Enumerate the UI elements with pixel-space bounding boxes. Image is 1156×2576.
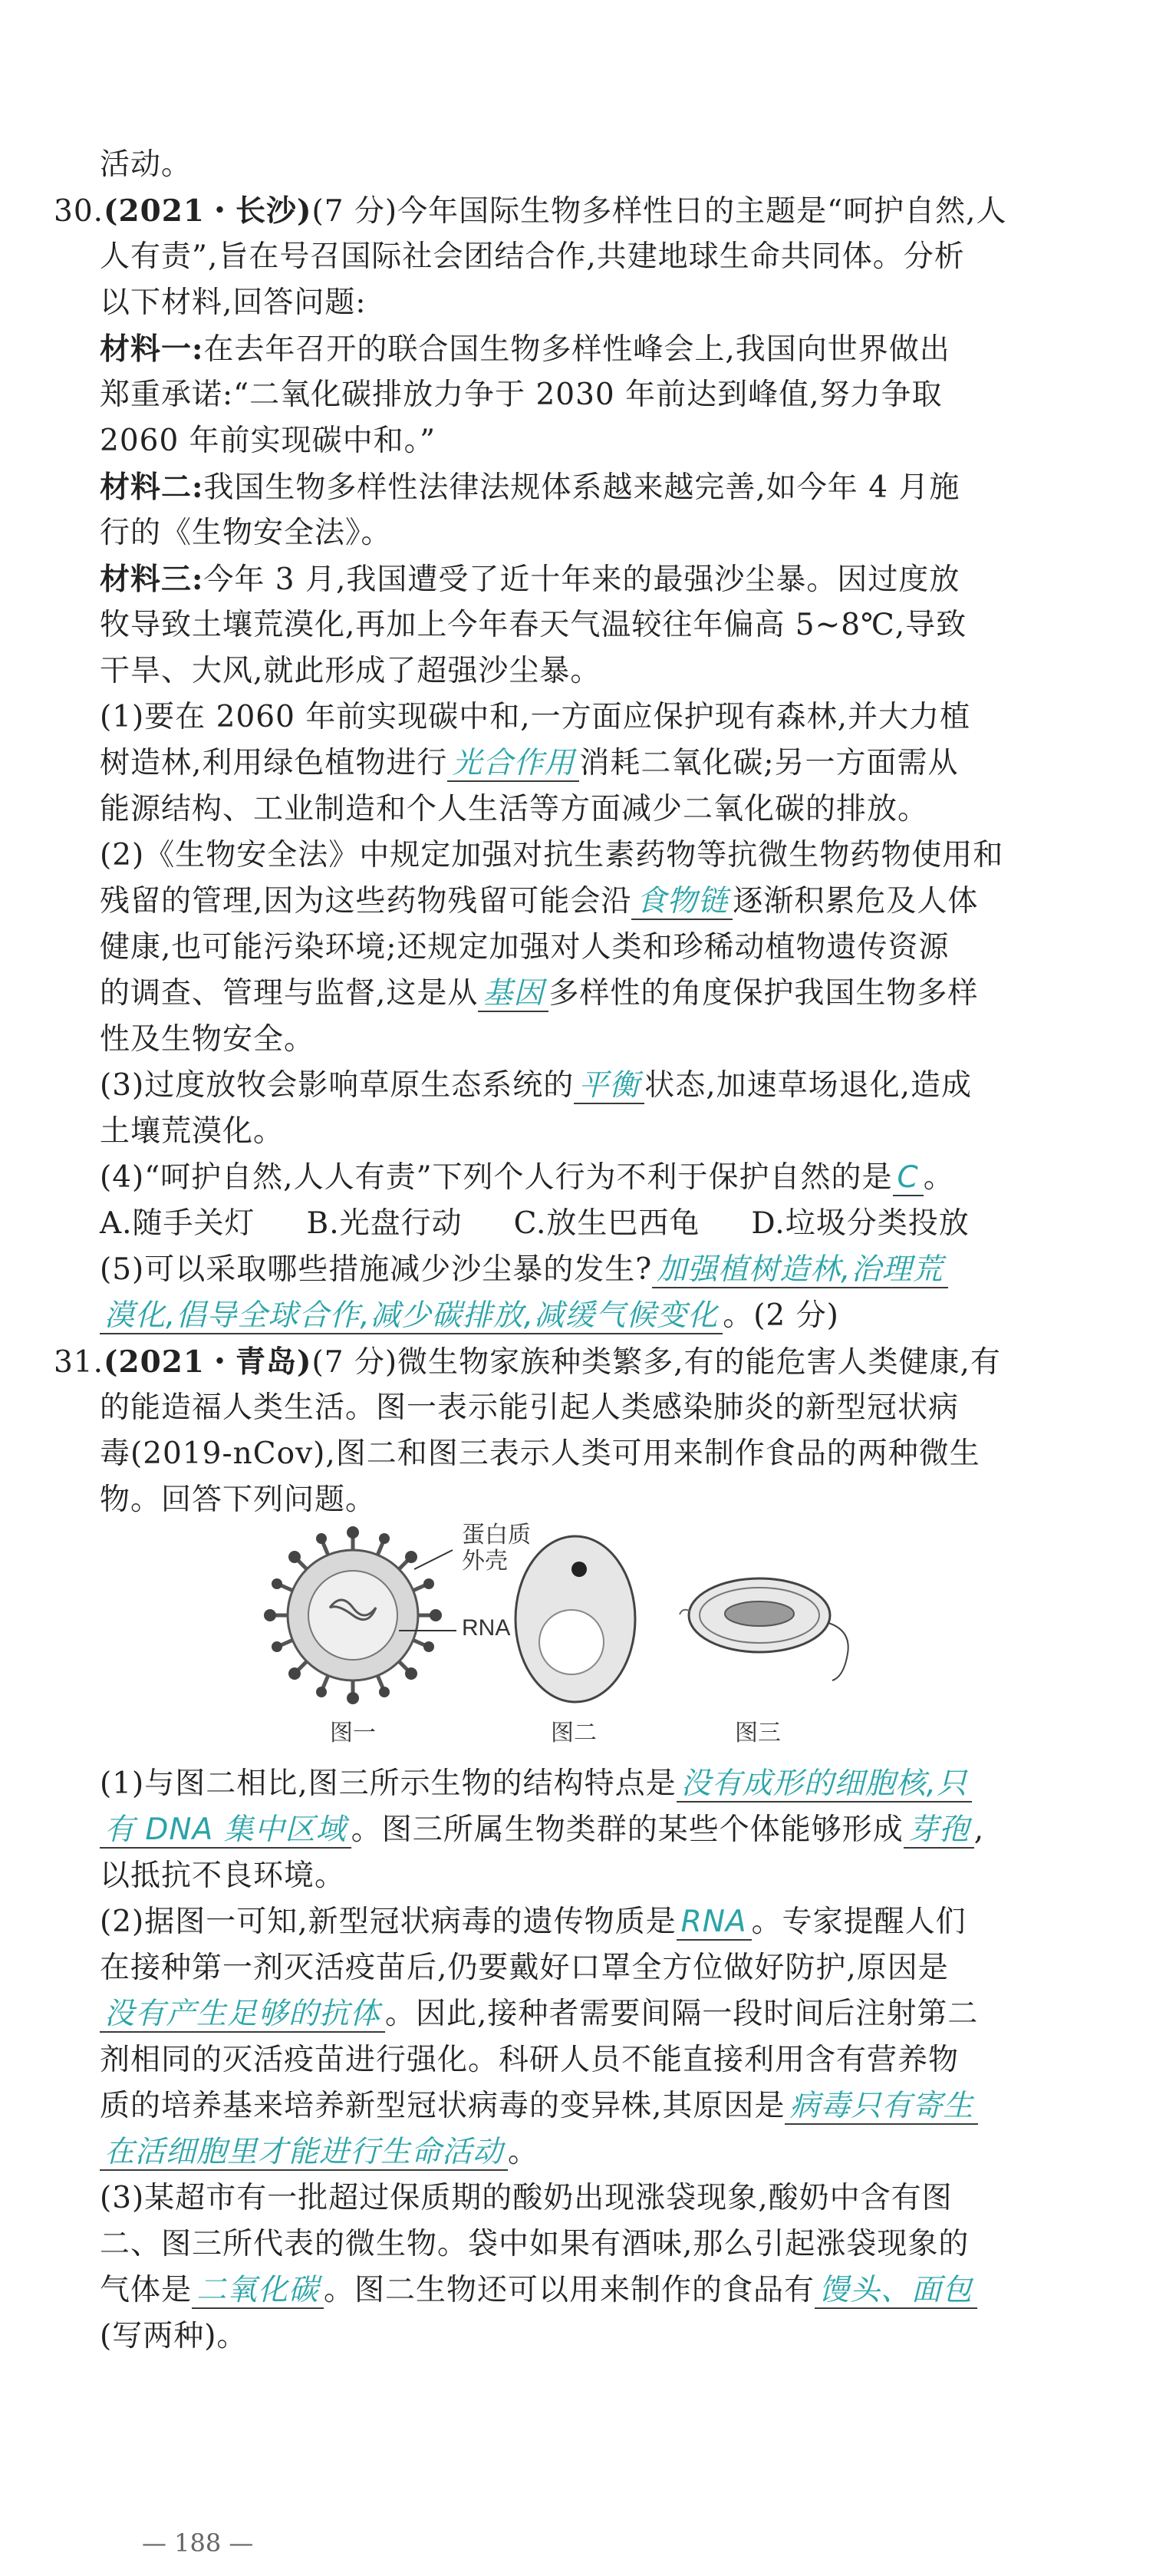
answer-co2: 二氧化碳	[192, 2273, 324, 2309]
q30-material-3: 材料三:今年 3 月,我国遭受了近十年来的最强沙尘暴。因过度放	[100, 562, 960, 597]
q30-part-2-line-1: (2)《生物安全法》中规定加强对抗生素药物等抗微生物药物使用和	[100, 838, 1004, 872]
answer-sandstorm-1: 加强植树造林,治理荒	[652, 1252, 947, 1288]
q31-part-2-line-3: 没有产生足够的抗体 。因此,接种者需要间隔一段时间后注射第二	[100, 1991, 978, 2037]
q31-part-3-line-1: (3)某超市有一批超过保质期的酸奶出现涨袋现象,酸奶中含有图	[100, 2181, 953, 2215]
answer-parasite-2: 在活细胞里才能进行生命活动	[100, 2135, 508, 2171]
q31-part-3-line-4: (写两种)。	[100, 2319, 248, 2353]
q31-part-1-line-1: (1)与图二相比,图三所示生物的结构特点是 没有成形的细胞核,只	[100, 1761, 972, 1807]
material-1-label: 材料一:	[100, 331, 204, 367]
q30-material-3-line-2: 牧导致土壤荒漠化,再加上今年春天气温较往年偏高 5~8℃,导致	[100, 608, 967, 642]
q30-material-2-line-2: 行的《生物安全法》。	[100, 516, 392, 550]
label-protein: 蛋白质	[462, 1522, 531, 1549]
q30-part-5-line-1: (5)可以采取哪些措施减少沙尘暴的发生? 加强植树造林,治理荒	[100, 1247, 948, 1293]
q30-points: (7 分)	[311, 194, 398, 229]
q30-part-2-line-2: 残留的管理,因为这些药物残留可能会沿 食物链 逐渐积累危及人体	[100, 884, 979, 919]
answer-spore: 芽孢	[904, 1812, 974, 1849]
answer-food-chain: 食物链	[631, 884, 733, 920]
label-shell: 外壳	[462, 1548, 508, 1575]
bacterium-drawing	[680, 1578, 848, 1681]
q30-stem-line-1: 30.(2021・长沙)(7 分)今年国际生物多样性日的主题是“呵护自然,人	[54, 193, 1007, 229]
q30-material-2: 材料二:我国生物多样性法律法规体系越来越完善,如今年 4 月施	[100, 470, 960, 505]
q31-part-2-line-2: 在接种第一剂灭活疫苗后,仍要戴好口罩全方位做好防护,原因是	[100, 1951, 949, 1985]
q31-stem-line-2: 的能造福人类生活。图一表示能引起人类感染肺炎的新型冠状病	[100, 1390, 960, 1425]
material-3-label: 材料三:	[100, 562, 204, 597]
answer-rna: RNA	[677, 1905, 752, 1941]
q30-part-2-line-3: 健康,也可能污染环境;还规定加强对人类和珍稀动植物遗传资源	[100, 930, 950, 965]
q31-part-3-line-2: 二、图三所代表的微生物。袋中如果有酒味,那么引起涨袋现象的	[100, 2227, 970, 2261]
material-2-label: 材料二:	[100, 470, 204, 505]
answer-parasite-1: 病毒只有寄生	[785, 2089, 978, 2125]
q31-part-2-line-6: 在活细胞里才能进行生命活动 。	[100, 2129, 538, 2175]
q30-part-4-line-1: (4)“呵护自然,人人有责”下列个人行为不利于保护自然的是 C 。	[100, 1160, 954, 1195]
q31-part-1-line-2: 有 DNA 集中区域 。图三所属生物类群的某些个体能够形成 芽孢 ,	[100, 1807, 984, 1853]
q31-part-2-line-5: 质的培养基来培养新型冠状病毒的变异株,其原因是 病毒只有寄生	[100, 2083, 978, 2129]
q30-part-1-line-1: (1)要在 2060 年前实现碳中和,一方面应保护现有森林,并大力植	[100, 700, 971, 734]
q31-part-2-line-4: 剂相同的灭活疫苗进行强化。科研人员不能直接利用含有营养物	[100, 2043, 960, 2077]
q30-part-4-options: A.随手关灯 B.光盘行动 C.放生巴西龟 D.垃圾分类投放	[100, 1206, 970, 1241]
answer-choice-c: C	[893, 1160, 924, 1196]
q31-stem-line-4: 物。回答下列问题。	[100, 1483, 377, 1517]
q30-number: 30.	[54, 194, 104, 229]
q31-stem-line-1: 31.(2021・青岛)(7 分)微生物家族种类繁多,有的能危害人类健康,有	[54, 1344, 1001, 1380]
q31-stem-line-3: 毒(2019-nCov),图二和图三表示人类可用来制作食品的两种微生	[100, 1436, 980, 1471]
q30-material-1: 材料一:在去年召开的联合国生物多样性峰会上,我国向世界做出	[100, 331, 950, 367]
answer-antibody: 没有产生足够的抗体	[100, 1997, 385, 2033]
q30-material-3-line-3: 干旱、大风,就此形成了超强沙尘暴。	[100, 654, 601, 688]
q30-stem-line-3: 以下材料,回答问题:	[100, 285, 367, 320]
answer-no-nucleus-2: 有 DNA 集中区域	[100, 1812, 351, 1849]
answer-no-nucleus-1: 没有成形的细胞核,只	[677, 1766, 972, 1803]
microbe-figures	[261, 1516, 905, 1746]
yeast-drawing	[515, 1536, 635, 1702]
q30-part-3-line-2: 土壤荒漠化。	[100, 1114, 285, 1149]
figure-2-caption: 图二	[551, 1720, 597, 1746]
q31-number: 31.	[54, 1345, 104, 1380]
page-number: — 188 —	[142, 2528, 254, 2558]
q30-material-1-line-3: 2060 年前实现碳中和。”	[100, 424, 436, 458]
q31-part-1-line-3: 以抵抗不良环境。	[100, 1859, 346, 1893]
q31-part-2-line-1: (2)据图一可知,新型冠状病毒的遗传物质是 RNA 。专家提醒人们	[100, 1905, 967, 1939]
q30-part-2-line-4: 的调查、管理与监督,这是从 基因 多样性的角度保护我国生物多样	[100, 976, 979, 1011]
figure-1-caption: 图一	[330, 1720, 376, 1746]
answer-gene: 基因	[478, 976, 548, 1012]
q30-source: (2021・长沙)	[104, 193, 312, 229]
q31-part-3-line-3: 气体是 二氧化碳 。图二生物还可以用来制作的食品有 馒头、面包	[100, 2268, 977, 2314]
q31-source: (2021・青岛)	[104, 1344, 312, 1380]
answer-balance: 平衡	[574, 1068, 644, 1104]
answer-photosynthesis: 光合作用	[447, 746, 579, 782]
virus-drawing	[264, 1526, 456, 1704]
figure-drawings	[261, 1516, 905, 1746]
answer-sandstorm-2: 漠化,倡导全球合作,减少碳排放,减缓气候变化	[100, 1298, 723, 1334]
q30-part-1-line-3: 能源结构、工业制造和个人生活等方面减少二氧化碳的排放。	[100, 792, 929, 826]
answer-bread: 馒头、面包	[815, 2273, 977, 2309]
q30-part-5-line-2: 漠化,倡导全球合作,减少碳排放,减缓气候变化 。(2 分)	[100, 1293, 839, 1339]
q30-part-3-line-1: (3)过度放牧会影响草原生态系统的 平衡 状态,加速草场退化,造成	[100, 1068, 973, 1103]
q31-points: (7 分)	[311, 1345, 398, 1380]
q29-tail: 活动。	[100, 147, 193, 182]
figure-3-caption: 图三	[735, 1720, 781, 1746]
q30-part-2-line-5: 性及生物安全。	[100, 1022, 315, 1057]
label-rna: RNA	[462, 1615, 511, 1641]
q30-part-1-line-2: 树造林,利用绿色植物进行 光合作用 消耗二氧化碳;另一方面需从	[100, 746, 959, 780]
q30-stem-line-2: 人有责”,旨在号召国际社会团结合作,共建地球生命共同体。分析	[100, 239, 965, 274]
q30-material-1-line-2: 郑重承诺:“二氧化碳排放力争于 2030 年前达到峰值,努力争取	[100, 378, 943, 412]
